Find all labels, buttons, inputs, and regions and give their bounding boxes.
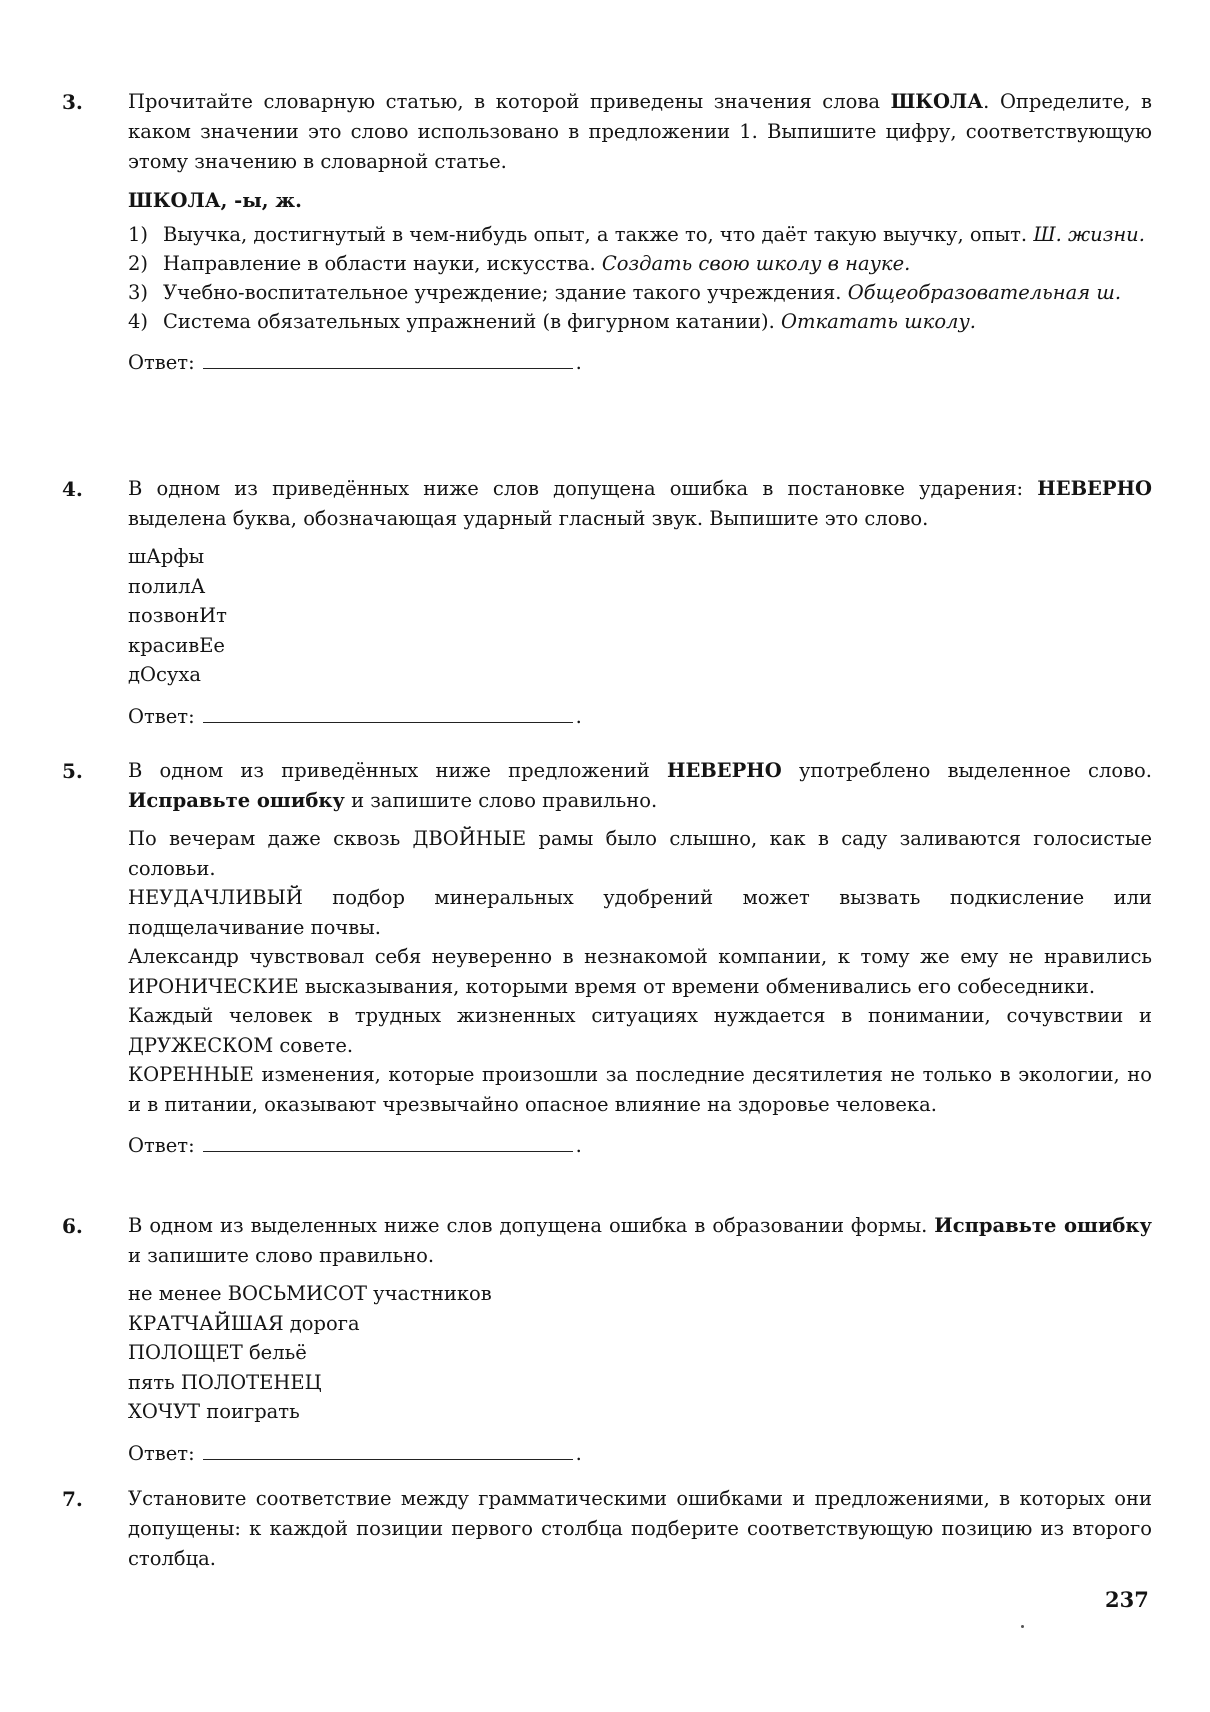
list-item: позвонИт bbox=[128, 604, 227, 627]
task-number: 7. bbox=[62, 1487, 83, 1511]
list-item: красивЕе bbox=[128, 633, 225, 657]
task-6 bbox=[62, 1211, 1152, 1469]
task-7 bbox=[62, 1484, 1152, 1574]
word-list bbox=[128, 542, 1152, 690]
list-item: не менее ВОСЬМИСОТ участников bbox=[128, 1282, 492, 1305]
target-word: ШКОЛА bbox=[890, 90, 984, 113]
list-item: ПОЛОЩЕТ бельё bbox=[128, 1341, 307, 1364]
task-number: 3. bbox=[62, 90, 83, 114]
answer-label: Ответ: bbox=[128, 351, 195, 374]
list-item: Каждый человек в трудных жизненных ситуациях нуждается в понимании, сочувствии и ДРУЖЕСКОМ совете. bbox=[128, 1004, 1152, 1057]
list-item: КРАТЧАЙШАЯ дорога bbox=[128, 1311, 360, 1335]
task-instruction: В одном из приведённых ниже предложений НЕВЕРНО употреблено выделенное слово. Исправьте ошибку и запишите слово правильно. bbox=[128, 759, 1152, 812]
answer-label: Ответ: bbox=[128, 1441, 195, 1465]
list-item: ХОЧУТ поиграть bbox=[128, 1400, 300, 1423]
word-list bbox=[128, 1279, 1152, 1427]
answer-line[interactable] bbox=[203, 348, 573, 369]
task-number: 4. bbox=[62, 477, 83, 501]
task-number: 5. bbox=[62, 759, 83, 783]
answer-label: Ответ: bbox=[128, 1134, 195, 1157]
list-item: КОРЕННЫЕ изменения, которые произошли за последние десятилетия не только в экологии, но и в питании, оказывают чрезвычайно опасное влияние на здоровье человека. bbox=[128, 1063, 1152, 1116]
answer-line[interactable] bbox=[203, 1439, 573, 1460]
list-item: Александр чувствовал себя неуверенно в незнакомой компании, к тому же ему не нравились ИРОНИЧЕСКИЕ высказывания, которыми время от времени обменивались его собеседники. bbox=[128, 945, 1152, 998]
task-instruction: Установите соответствие между грамматическими ошибками и предложениями, в которых они допущены: к каждой позиции первого столбца подберите соответствующую позицию из второго столбца. bbox=[128, 1487, 1152, 1570]
task-number: 6. bbox=[62, 1214, 83, 1238]
definition-item: 4) Система обязательных упражнений (в фигурном катании). Откатать школу. bbox=[128, 310, 976, 333]
task-5 bbox=[62, 756, 1152, 1161]
dictionary-entry-head: ШКОЛА, -ы, ж. bbox=[128, 189, 302, 212]
list-item: пять ПОЛОТЕНЕЦ bbox=[128, 1370, 322, 1394]
answer-line[interactable] bbox=[203, 702, 573, 723]
definition-item: 3) Учебно-воспитательное учреждение; здание такого учреждения. Общеобразовательная ш. bbox=[128, 281, 1122, 304]
answer-line[interactable] bbox=[203, 1131, 573, 1152]
sentence-list bbox=[128, 824, 1152, 1119]
answer-field: Ответ: . bbox=[128, 702, 1152, 732]
scan-speck bbox=[1021, 1625, 1024, 1628]
list-item: полилА bbox=[128, 574, 206, 598]
list-item: дОсуха bbox=[128, 663, 202, 686]
task-instruction: Прочитайте словарную статью, в которой приведены значения слова ШКОЛА. Определите, в каком значении это слово использовано в предложении 1. Выпишите цифру, соответствующую этому значению в словарной статье. bbox=[128, 90, 1152, 173]
task-4 bbox=[62, 474, 1152, 732]
answer-label: Ответ: bbox=[128, 704, 195, 728]
definition-list bbox=[128, 220, 1152, 336]
list-item: шАрфы bbox=[128, 545, 205, 568]
definition-item: 1) Выучка, достигнутый в чем-нибудь опыт, а также то, что даёт такую выучку, опыт. Ш. жизни. bbox=[128, 223, 1145, 246]
list-item: По вечерам даже сквозь ДВОЙНЫЕ рамы было слышно, как в саду заливаются голосистые соловьи. bbox=[128, 827, 1152, 880]
task-instruction: В одном из приведённых ниже слов допущена ошибка в постановке ударения: НЕВЕРНО выделена буква, обозначающая ударный гласный звук. Выпишите это слово. bbox=[128, 477, 1152, 530]
answer-field: Ответ: . bbox=[128, 1131, 1152, 1161]
task-3 bbox=[62, 87, 1152, 378]
answer-field: Ответ: . bbox=[128, 1439, 1152, 1469]
definition-item: 2) Направление в области науки, искусства. Создать свою школу в науке. bbox=[128, 252, 911, 275]
answer-field: Ответ: . bbox=[128, 348, 1152, 378]
task-instruction: В одном из выделенных ниже слов допущена ошибка в образовании формы. Исправьте ошибку и запишите слово правильно. bbox=[128, 1214, 1152, 1267]
list-item: НЕУДАЧЛИВЫЙ подбор минеральных удобрений может вызвать подкисление или подщелачивание почвы. bbox=[128, 886, 1152, 939]
page-number: 237 bbox=[1105, 1587, 1149, 1612]
